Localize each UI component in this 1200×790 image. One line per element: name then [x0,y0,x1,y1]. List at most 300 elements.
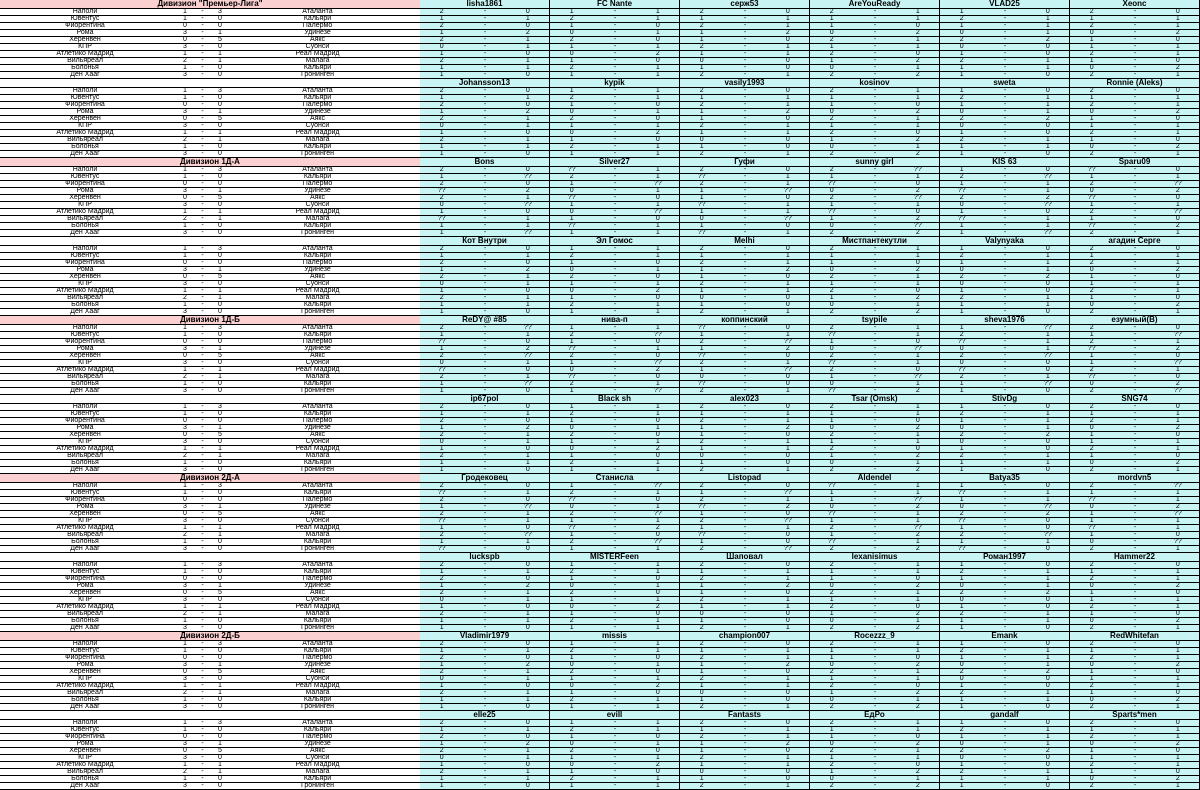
home-team: Ден Хааг [70,546,100,552]
prediction-cell: - [613,655,617,661]
prediction-cell: 1 [1157,151,1200,157]
prediction-cell: - [873,683,877,689]
prediction-cell: 1 [1089,590,1094,596]
away-score: 3 [218,562,222,568]
prediction-cell: 1 [1027,741,1070,747]
prediction-row [420,511,1200,518]
prediction-cell: 1 [699,525,704,531]
prediction-cell: ?? [767,490,810,496]
prediction-cell: 1 [507,727,550,733]
prediction-cell: 0 [767,37,810,43]
away-team: Реал Мадрид [295,525,340,531]
prediction-cell: 1 [1157,439,1200,445]
prediction-cell: 2 [829,641,834,647]
away-team: Палермо [302,576,333,582]
prediction-cell: 2 [897,546,940,552]
home-team: Болонья [71,65,99,71]
match-row [0,51,420,58]
home-team: Болонья [71,776,99,782]
away-team: Палермо [302,181,333,187]
prediction-cell: 1 [699,109,704,115]
prediction-cell: 2 [699,181,704,187]
match-row [0,339,420,346]
match-row [0,683,420,690]
prediction-cell: - [613,188,617,194]
prediction-cell: 1 [699,51,704,57]
prediction-cell: - [873,367,877,373]
prediction-cell: ?? [697,230,706,236]
prediction-cell: 1 [569,467,574,473]
away-team: Аталанта [302,167,333,173]
prediction-cell: 2 [569,490,574,496]
prediction-cell: 1 [439,467,444,473]
away-score: 5 [218,669,222,675]
score-separator: - [201,88,204,94]
prediction-cell: - [1133,16,1137,22]
prediction-cell: 1 [1027,418,1070,424]
score-separator: - [201,167,204,173]
prediction-row [420,388,1200,395]
row-spacer [400,309,420,315]
prediction-cell: 1 [959,539,964,545]
predictions-block [420,316,1200,395]
prediction-cell: 0 [569,741,574,747]
prediction-cell: 2 [959,432,964,438]
prediction-cell: - [743,483,747,489]
prediction-cell: - [873,137,877,143]
prediction-cell: 1 [637,411,680,417]
prediction-cell: 1 [1089,353,1094,359]
prediction-cell: - [743,432,747,438]
prediction-cell: 0 [1157,532,1200,538]
predictions-panel [420,0,1200,789]
prediction-cell: 1 [1089,44,1094,50]
prediction-cell: 0 [829,144,834,150]
prediction-cell: - [1003,648,1007,654]
prediction-cell: - [1133,583,1137,589]
prediction-cell: 0 [1089,188,1094,194]
division-header: Дивизион 2Д-А [0,474,420,483]
prediction-cell: 1 [1089,58,1094,64]
prediction-row [420,704,1200,711]
prediction-cell: 0 [829,188,834,194]
prediction-cell: 1 [507,618,550,624]
score-separator: - [201,618,204,624]
prediction-cell: 1 [1089,360,1094,366]
row-spacer [400,467,420,473]
prediction-cell: 1 [637,202,680,208]
prediction-cell: - [613,727,617,733]
prediction-cell: 1 [439,525,444,531]
away-score: 0 [218,388,222,394]
match-row [0,58,420,65]
prediction-cell: - [483,662,487,668]
prediction-cell: 2 [569,353,574,359]
prediction-cell: 2 [439,88,444,94]
prediction-cell: - [613,783,617,789]
row-spacer [400,95,420,101]
prediction-cell: - [743,137,747,143]
prediction-cell: 1 [1027,109,1070,115]
match-row [0,95,420,102]
away-team: Гронинген [301,151,334,157]
prediction-cell: - [1133,332,1137,338]
prediction-cell: - [743,411,747,417]
prediction-cell: 0 [767,404,810,410]
prediction-cell: 1 [897,618,940,624]
match-row [0,776,420,783]
prediction-cell: 1 [439,267,444,273]
prediction-cell: 1 [767,102,810,108]
prediction-cell: - [1133,411,1137,417]
row-spacer [400,16,420,22]
prediction-cell: 0 [1157,9,1200,15]
prediction-cell: 1 [439,569,444,575]
prediction-cell: - [1003,662,1007,668]
prediction-cell: - [743,181,747,187]
prediction-cell: - [743,95,747,101]
prediction-cell: - [873,504,877,510]
prediction-cell: 1 [569,58,574,64]
prediction-cell: 0 [1027,360,1070,366]
home-team: Вильяреал [67,58,103,64]
prediction-cell: 2 [829,367,834,373]
prediction-cell: - [483,309,487,315]
prediction-cell: - [483,597,487,603]
away-score: 0 [218,676,222,682]
prediction-cell: 2 [829,604,834,610]
prediction-cell: - [613,525,617,531]
prediction-cell: 0 [569,209,574,215]
prediction-cell: 1 [1157,174,1200,180]
score-separator: - [201,202,204,208]
prediction-cell: 2 [569,460,574,466]
prediction-row [420,411,1200,418]
away-team: Палермо [302,734,333,740]
prediction-cell: 1 [1157,676,1200,682]
prediction-cell: 1 [1157,655,1200,661]
away-team: Кальяри [303,697,332,703]
prediction-cell: 2 [699,404,704,410]
prediction-cell: 1 [1157,576,1200,582]
prediction-cell: - [1133,37,1137,43]
prediction-cell: - [613,181,617,187]
prediction-cell: 0 [767,58,810,64]
home-score: 2 [183,216,187,222]
prediction-cell: 0 [1027,604,1070,610]
prediction-cell: - [743,246,747,252]
player-name: luckspb [420,553,550,561]
prediction-cell: ?? [637,209,680,215]
prediction-cell: 0 [959,44,964,50]
home-score: 2 [183,611,187,617]
prediction-cell: 0 [1027,309,1070,315]
home-score: 1 [183,776,187,782]
prediction-cell: 1 [767,123,810,129]
prediction-cell: - [1133,518,1137,524]
prediction-cell: 2 [829,432,834,438]
prediction-cell: 2 [959,648,964,654]
prediction-cell: 1 [767,597,810,603]
away-score: 0 [218,727,222,733]
match-row [0,367,420,374]
prediction-cell: 0 [767,453,810,459]
row-spacer [400,734,420,740]
row-spacer [400,223,420,229]
prediction-cell: - [483,539,487,545]
prediction-cell: 1 [829,295,834,301]
prediction-cell: - [613,546,617,552]
prediction-cell: 2 [829,274,834,280]
home-team: КПР [78,44,92,50]
prediction-cell: - [1003,123,1007,129]
away-score: 0 [218,460,222,466]
prediction-cell: 2 [959,611,964,617]
prediction-row [420,360,1200,367]
prediction-cell: 2 [569,174,574,180]
prediction-cell: 1 [637,9,680,15]
score-separator: - [201,511,204,517]
score-separator: - [201,669,204,675]
prediction-cell: 0 [829,267,834,273]
prediction-cell: - [483,151,487,157]
prediction-cell: - [483,625,487,631]
prediction-cell: 0 [507,72,550,78]
prediction-cell: 2 [637,51,680,57]
prediction-cell: 0 [1027,281,1070,287]
row-spacer [400,202,420,208]
prediction-cell: 1 [569,339,574,345]
score-separator: - [201,95,204,101]
match-row [0,483,420,490]
prediction-cell: 1 [1027,453,1070,459]
row-spacer [400,209,420,215]
score-separator: - [201,123,204,129]
prediction-cell: 1 [699,741,704,747]
prediction-cell: - [873,72,877,78]
away-team: Аякс [309,274,326,280]
prediction-cell: 0 [1157,246,1200,252]
score-separator: - [201,30,204,36]
prediction-cell: - [743,625,747,631]
prediction-cell: 1 [767,95,810,101]
prediction-cell: 2 [1089,151,1094,157]
prediction-cell: - [613,618,617,624]
prediction-cell: 2 [1157,302,1200,308]
prediction-cell: 0 [829,583,834,589]
match-row [0,504,420,511]
player-name: агадин Серге [1070,237,1200,245]
prediction-cell: - [613,453,617,459]
prediction-cell: 0 [699,611,704,617]
prediction-cell: 1 [1089,439,1094,445]
player-name: SNG74 [1070,395,1200,403]
prediction-cell: ?? [1157,539,1200,545]
prediction-row [420,109,1200,116]
prediction-cell: 1 [829,755,834,761]
prediction-cell: - [613,669,617,675]
match-row [0,669,420,676]
player-name: RedWhitefan [1070,632,1200,640]
prediction-cell: - [483,188,487,194]
prediction-cell: - [873,374,877,380]
row-spacer [400,388,420,394]
away-team: Реал Мадрид [295,51,340,57]
prediction-cell: 1 [439,332,444,338]
score-separator: - [201,562,204,568]
prediction-cell: 2 [829,590,834,596]
prediction-cell: - [613,683,617,689]
home-score: 3 [183,188,187,194]
prediction-cell: 0 [767,618,810,624]
prediction-cell: 2 [1157,65,1200,71]
row-spacer [400,453,420,459]
prediction-cell: 2 [829,525,834,531]
prediction-cell: 0 [699,374,704,380]
home-score: 3 [183,741,187,747]
prediction-cell: 2 [959,332,964,338]
home-team: Рома [76,504,94,510]
prediction-cell: 0 [507,655,550,661]
prediction-cell: - [1003,425,1007,431]
prediction-cell: 1 [829,23,834,29]
away-team: Реал Мадрид [295,209,340,215]
prediction-cell: - [743,260,747,266]
prediction-cell: 1 [897,37,940,43]
prediction-cell: ?? [567,525,576,531]
prediction-cell: 1 [699,267,704,273]
match-row [0,37,420,44]
home-score: 3 [183,388,187,394]
prediction-cell: 1 [637,727,680,733]
prediction-cell: 0 [507,388,550,394]
prediction-cell: - [743,167,747,173]
prediction-cell: - [743,734,747,740]
prediction-cell: 1 [569,44,574,50]
prediction-cell: 0 [767,9,810,15]
prediction-row [420,381,1200,388]
prediction-cell: 1 [959,720,964,726]
prediction-cell: - [483,88,487,94]
row-spacer [400,195,420,201]
prediction-cell: - [743,669,747,675]
prediction-cell: - [873,302,877,308]
match-row [0,130,420,137]
prediction-cell: - [873,332,877,338]
prediction-cell: - [1133,618,1137,624]
away-team: Гронинген [301,546,334,552]
prediction-cell: - [1003,720,1007,726]
prediction-cell: 1 [1027,490,1070,496]
score-separator: - [201,109,204,115]
away-team: Суонси [305,676,330,682]
prediction-cell: 1 [699,669,704,675]
players-header [420,0,1200,9]
prediction-cell: 2 [637,525,680,531]
match-row [0,195,420,202]
score-separator: - [201,388,204,394]
prediction-cell: 1 [1157,16,1200,22]
prediction-cell: 1 [959,704,964,710]
home-team: Фиорентина [65,497,105,503]
score-separator: - [201,51,204,57]
prediction-row [420,116,1200,123]
row-spacer [400,288,420,294]
prediction-cell: 2 [959,274,964,280]
prediction-cell: - [483,727,487,733]
prediction-cell: ?? [637,181,680,187]
prediction-cell: 1 [507,518,550,524]
division-block [0,158,420,237]
prediction-cell: 1 [1027,16,1070,22]
prediction-cell: 2 [1089,576,1094,582]
prediction-cell: 1 [1027,188,1070,194]
prediction-row [420,504,1200,511]
score-separator: - [201,58,204,64]
prediction-cell: - [483,367,487,373]
prediction-cell: - [1003,167,1007,173]
prediction-cell: - [873,65,877,71]
prediction-cell: - [743,388,747,394]
prediction-cell: 2 [439,669,444,675]
away-team: Кальяри [303,302,332,308]
prediction-cell: 1 [699,144,704,150]
prediction-cell: - [743,144,747,150]
prediction-cell: 2 [699,734,704,740]
match-row [0,374,420,381]
prediction-cell: 2 [439,748,444,754]
prediction-cell: - [873,144,877,150]
prediction-cell: 0 [829,776,834,782]
match-row [0,453,420,460]
prediction-cell: 1 [1027,253,1070,259]
prediction-cell: 1 [569,102,574,108]
prediction-cell: ?? [567,167,576,173]
prediction-cell: 1 [959,655,964,661]
home-score: 1 [183,683,187,689]
score-separator: - [201,648,204,654]
prediction-cell: 1 [897,518,940,524]
match-row [0,418,420,425]
prediction-cell: 0 [637,748,680,754]
prediction-cell: 2 [439,453,444,459]
away-score: 5 [218,432,222,438]
prediction-cell: ?? [1157,388,1200,394]
prediction-cell: - [1003,230,1007,236]
prediction-cell: - [1003,302,1007,308]
prediction-cell: - [1133,483,1137,489]
away-team: Кальяри [303,381,332,387]
away-team: Аталанта [302,246,333,252]
prediction-cell: 1 [829,95,834,101]
prediction-cell: ?? [637,388,680,394]
prediction-row [420,51,1200,58]
prediction-row [420,539,1200,546]
score-separator: - [201,223,204,229]
prediction-cell: 0 [507,209,550,215]
score-separator: - [201,339,204,345]
prediction-cell: 0 [1027,288,1070,294]
prediction-cell: - [743,72,747,78]
prediction-cell: - [483,562,487,568]
prediction-cell: ?? [437,188,446,194]
prediction-cell: 0 [507,446,550,452]
prediction-cell: - [1003,762,1007,768]
row-spacer [400,144,420,150]
prediction-cell: ?? [697,504,706,510]
prediction-cell: - [1003,532,1007,538]
prediction-cell: - [613,95,617,101]
